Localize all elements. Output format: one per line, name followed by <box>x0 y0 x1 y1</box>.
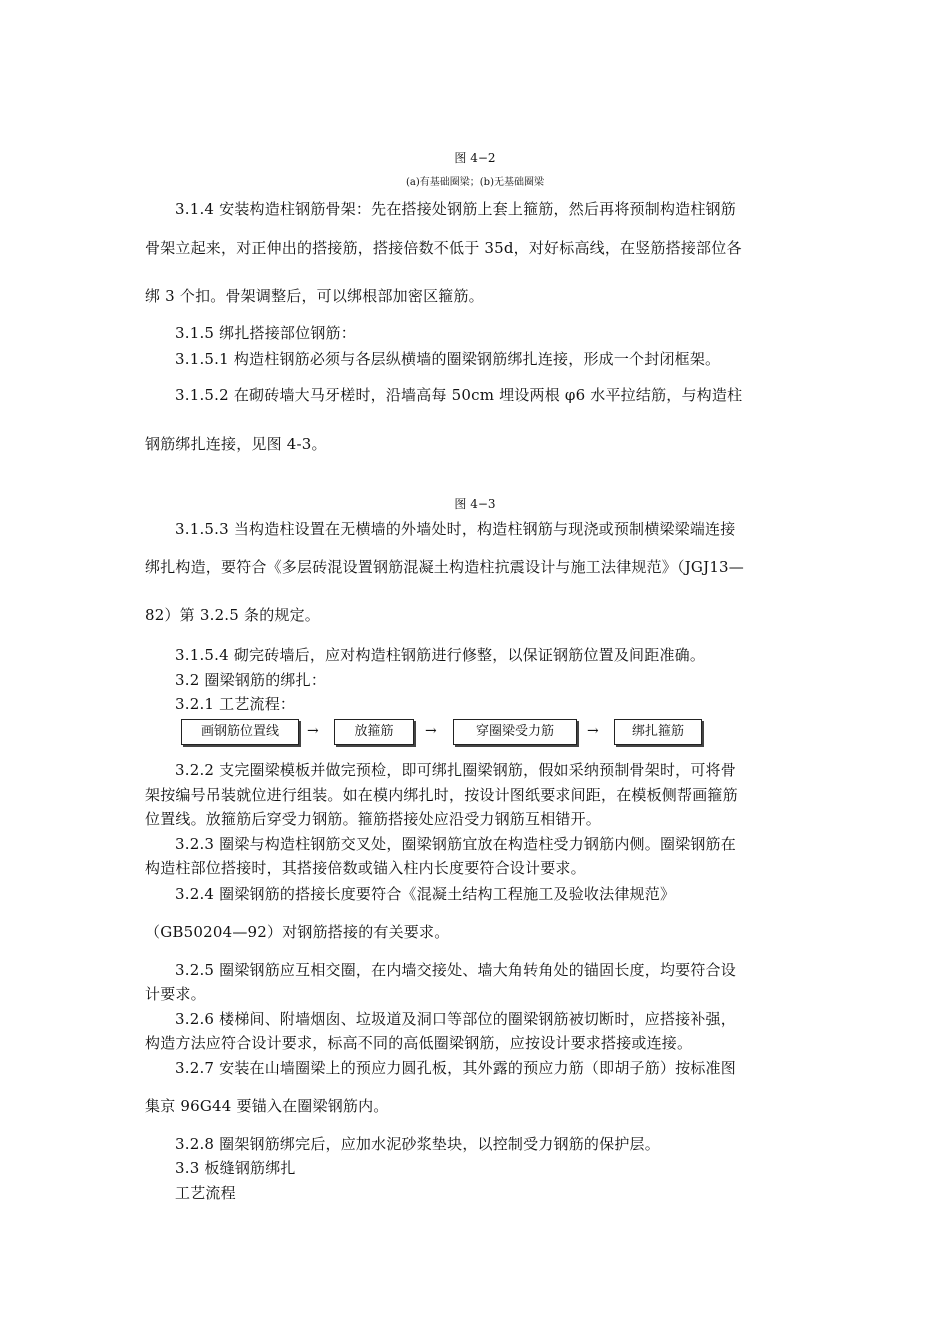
para-3-1-5-3-line3: 82）第 3.2.5 条的规定。 <box>145 606 320 624</box>
figure-4-2-subtitle: (a)有基础圈梁；(b)无基础圈梁 <box>406 177 544 188</box>
flow-arrow-1: → <box>307 723 319 739</box>
para-3-2-4-line1: 3.2.4 圈梁钢筋的搭接长度要符合《混凝土结构工程施工及验收法律规范》 <box>175 885 676 903</box>
flow-step-1: 画钢筋位置线 <box>181 719 299 745</box>
para-3-1-4-line3: 绑 3 个扣。骨架调整后，可以绑根部加密区箍筋。 <box>145 287 484 305</box>
para-3-2-6-line2: 构造方法应符合设计要求，标高不同的高低圈梁钢筋，应按设计要求搭接或连接。 <box>145 1034 693 1052</box>
para-3-1-4-line2: 骨架立起来，对正伸出的搭接筋，搭接倍数不低于 35d，对好标高线，在竖筋搭接部位各 <box>145 239 742 257</box>
para-3-2-7-line2: 集京 96G44 要锚入在圈梁钢筋内。 <box>145 1097 389 1115</box>
para-3-1-5: 3.1.5 绑扎搭接部位钢筋： <box>175 324 356 342</box>
flow-step-3: 穿圈梁受力筋 <box>453 719 577 745</box>
para-3-2-5-line1: 3.2.5 圈梁钢筋应互相交圈，在内墙交接处、墙大角转角处的锚固长度，均要符合设 <box>175 961 736 979</box>
figure-4-3-title: 图 4−3 <box>454 497 496 511</box>
heading-3-3: 3.3 板缝钢筋绑扎 <box>175 1159 296 1177</box>
flow-step-2: 放箍筋 <box>334 719 414 745</box>
para-3-2-7-line1: 3.2.7 安装在山墙圈梁上的预应力圆孔板，其外露的预应力筋（即胡子筋）按标准图 <box>175 1059 736 1077</box>
para-3-2-5-line2: 计要求。 <box>145 985 206 1003</box>
para-3-1-5-2-line2: 钢筋绑扎连接，见图 4-3。 <box>145 435 327 453</box>
para-3-2-1: 3.2.1 工艺流程： <box>175 695 296 713</box>
para-3-2-2-line1: 3.2.2 支完圈梁模板并做完预检，即可绑扎圈梁钢筋，假如采纳预制骨架时，可将骨 <box>175 761 736 779</box>
para-3-2-3-line1: 3.2.3 圈梁与构造柱钢筋交叉处，圈梁钢筋宜放在构造柱受力钢筋内侧。圈梁钢筋在 <box>175 835 736 853</box>
para-3-1-5-3-line1: 3.1.5.3 当构造柱设置在无横墙的外墙处时，构造柱钢筋与现浇或预制横梁梁端连接 <box>175 520 736 538</box>
para-3-1-5-3-line2: 绑扎构造，要符合《多层砖混设置钢筋混凝土构造柱抗震设计与施工法律规范》（JGJ13— <box>145 558 744 576</box>
para-3-1-5-2-line1: 3.1.5.2 在砌砖墙大马牙槎时，沿墙高每 50cm 埋设两根 φ6 水平拉结筋，与构造柱 <box>175 386 743 404</box>
para-3-2-6-line1: 3.2.6 楼梯间、附墙烟囱、垃圾道及洞口等部位的圈梁钢筋被切断时，应搭接补强， <box>175 1010 736 1028</box>
flow-arrow-2: → <box>425 723 437 739</box>
process-flow-label: 工艺流程 <box>175 1184 236 1202</box>
para-3-2-8: 3.2.8 圈架钢筋绑完后，应加水泥砂浆垫块，以控制受力钢筋的保护层。 <box>175 1135 660 1153</box>
para-3-1-5-4: 3.1.5.4 砌完砖墙后，应对构造柱钢筋进行修整，以保证钢筋位置及间距准确。 <box>175 646 706 664</box>
para-3-1-4-line1: 3.1.4 安装构造柱钢筋骨架：先在搭接处钢筋上套上箍筋，然后再将预制构造柱钢筋 <box>175 200 736 218</box>
heading-3-2: 3.2 圈梁钢筋的绑扎： <box>175 671 327 689</box>
para-3-2-2-line2: 架按编号吊装就位进行组装。如在模内绑扎时，按设计图纸要求间距，在模板侧帮画箍筋 <box>145 786 738 804</box>
para-3-2-2-line3: 位置线。放箍筋后穿受力钢筋。箍筋搭接处应沿受力钢筋互相错开。 <box>145 810 602 828</box>
para-3-1-5-1: 3.1.5.1 构造柱钢筋必须与各层纵横墙的圈梁钢筋绑扎连接，形成一个封闭框架。 <box>175 350 721 368</box>
para-3-2-3-line2: 构造柱部位搭接时，其搭接倍数或锚入柱内长度要符合设计要求。 <box>145 859 586 877</box>
flow-step-4: 绑扎箍筋 <box>614 719 702 745</box>
figure-4-2-title: 图 4−2 <box>454 151 496 165</box>
para-3-2-4-line2: （GB50204—92）对钢筋搭接的有关要求。 <box>145 923 450 941</box>
flow-arrow-3: → <box>587 723 599 739</box>
